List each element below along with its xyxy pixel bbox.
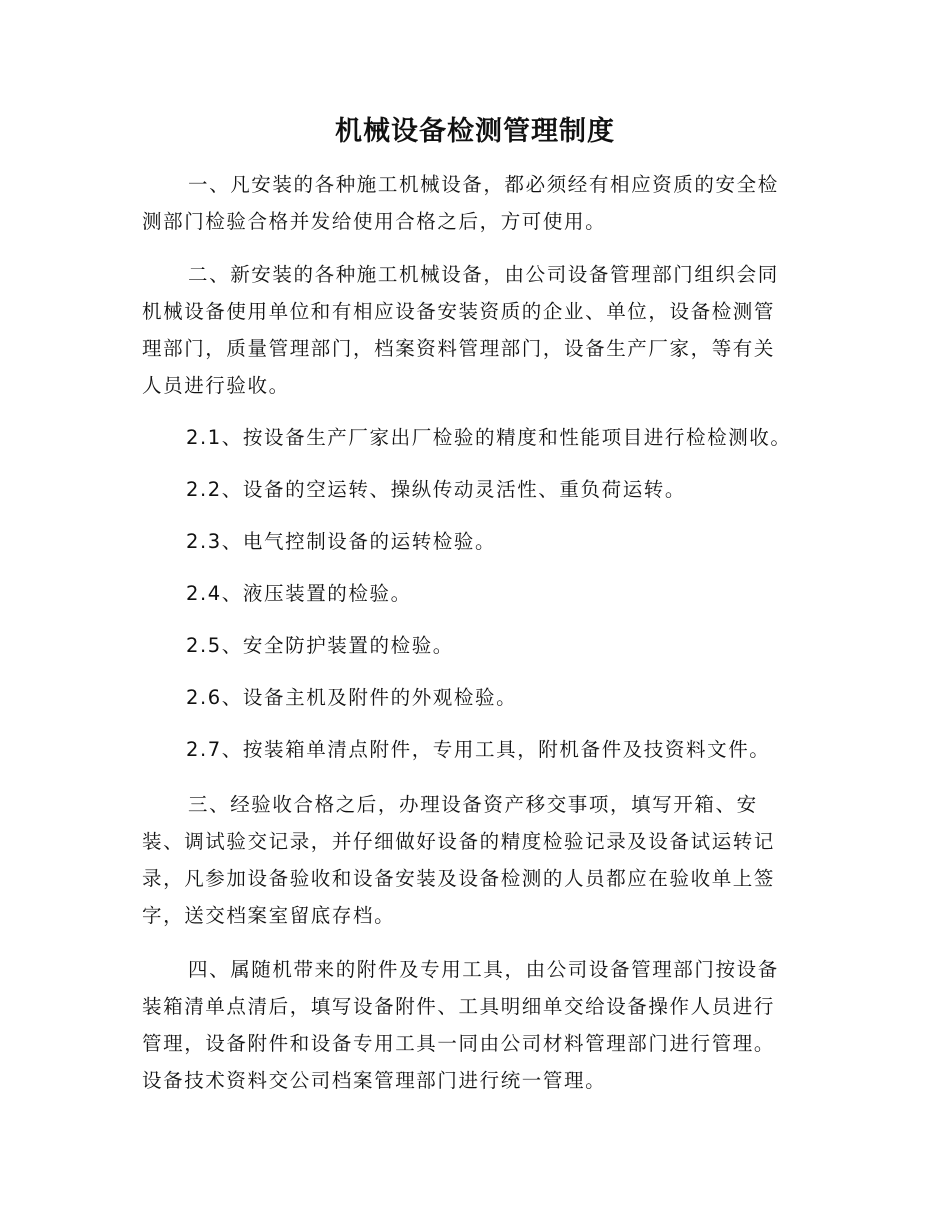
list-item-2-6: 2.6、设备主机及附件的外观检验。 xyxy=(186,686,518,709)
list-item-2-4: 2.4、液压装置的检验。 xyxy=(186,582,412,605)
paragraph-line: 二、新安装的各种施工机械设备，由公司设备管理部门组织会同 xyxy=(188,263,779,286)
paragraph-line: 三、经验收合格之后，办理设备资产移交事项，填写开箱、安 xyxy=(188,793,758,816)
paragraph-2 xyxy=(142,256,810,404)
list-item-2-7: 2.7、按装箱单清点附件，专用工具，附机备件及技资料文件。 xyxy=(186,738,771,761)
paragraph-line: 设备技术资料交公司档案管理部门进行统一管理。 xyxy=(142,1069,607,1092)
list-item-2-5: 2.5、安全防护装置的检验。 xyxy=(186,634,454,657)
paragraph-line: 理部门，质量管理部门，档案资料管理部门，设备生产厂家，等有关 xyxy=(142,337,776,360)
paragraph-line: 装、调试验交记录，并仔细做好设备的精度检验记录及设备试运转记 xyxy=(142,830,776,853)
paragraph-3 xyxy=(142,786,810,934)
paragraph-4 xyxy=(142,951,810,1099)
list-item-2-2: 2.2、设备的空运转、操纵传动灵活性、重负荷运转。 xyxy=(186,478,687,501)
paragraph-line: 装箱清单点清后，填写设备附件、工具明细单交给设备操作人员进行 xyxy=(142,995,776,1018)
paragraph-line: 录，凡参加设备验收和设备安装及设备检测的人员都应在验收单上签 xyxy=(142,867,776,890)
paragraph-line: 字，送交档案室留底存档。 xyxy=(142,904,396,927)
paragraph-line: 人员进行验收。 xyxy=(142,374,290,397)
paragraph-1 xyxy=(142,166,810,240)
paragraph-line: 管理，设备附件和设备专用工具一同由公司材料管理部门进行管理。 xyxy=(142,1032,776,1055)
paragraph-line: 机械设备使用单位和有相应设备安装资质的企业、单位，设备检测管 xyxy=(142,300,776,323)
paragraph-line: 测部门检验合格并发给使用合格之后，方可使用。 xyxy=(142,210,607,233)
list-item-2-1: 2.1、按设备生产厂家出厂检验的精度和性能项目进行检检测收。 xyxy=(186,426,792,449)
paragraph-line: 四、属随机带来的附件及专用工具，由公司设备管理部门按设备 xyxy=(188,958,779,981)
list-item-2-3: 2.3、电气控制设备的运转检验。 xyxy=(186,530,497,553)
document-title: 机械设备检测管理制度 xyxy=(335,116,615,147)
paragraph-line: 一、凡安装的各种施工机械设备，都必须经有相应资质的安全检 xyxy=(188,173,779,196)
